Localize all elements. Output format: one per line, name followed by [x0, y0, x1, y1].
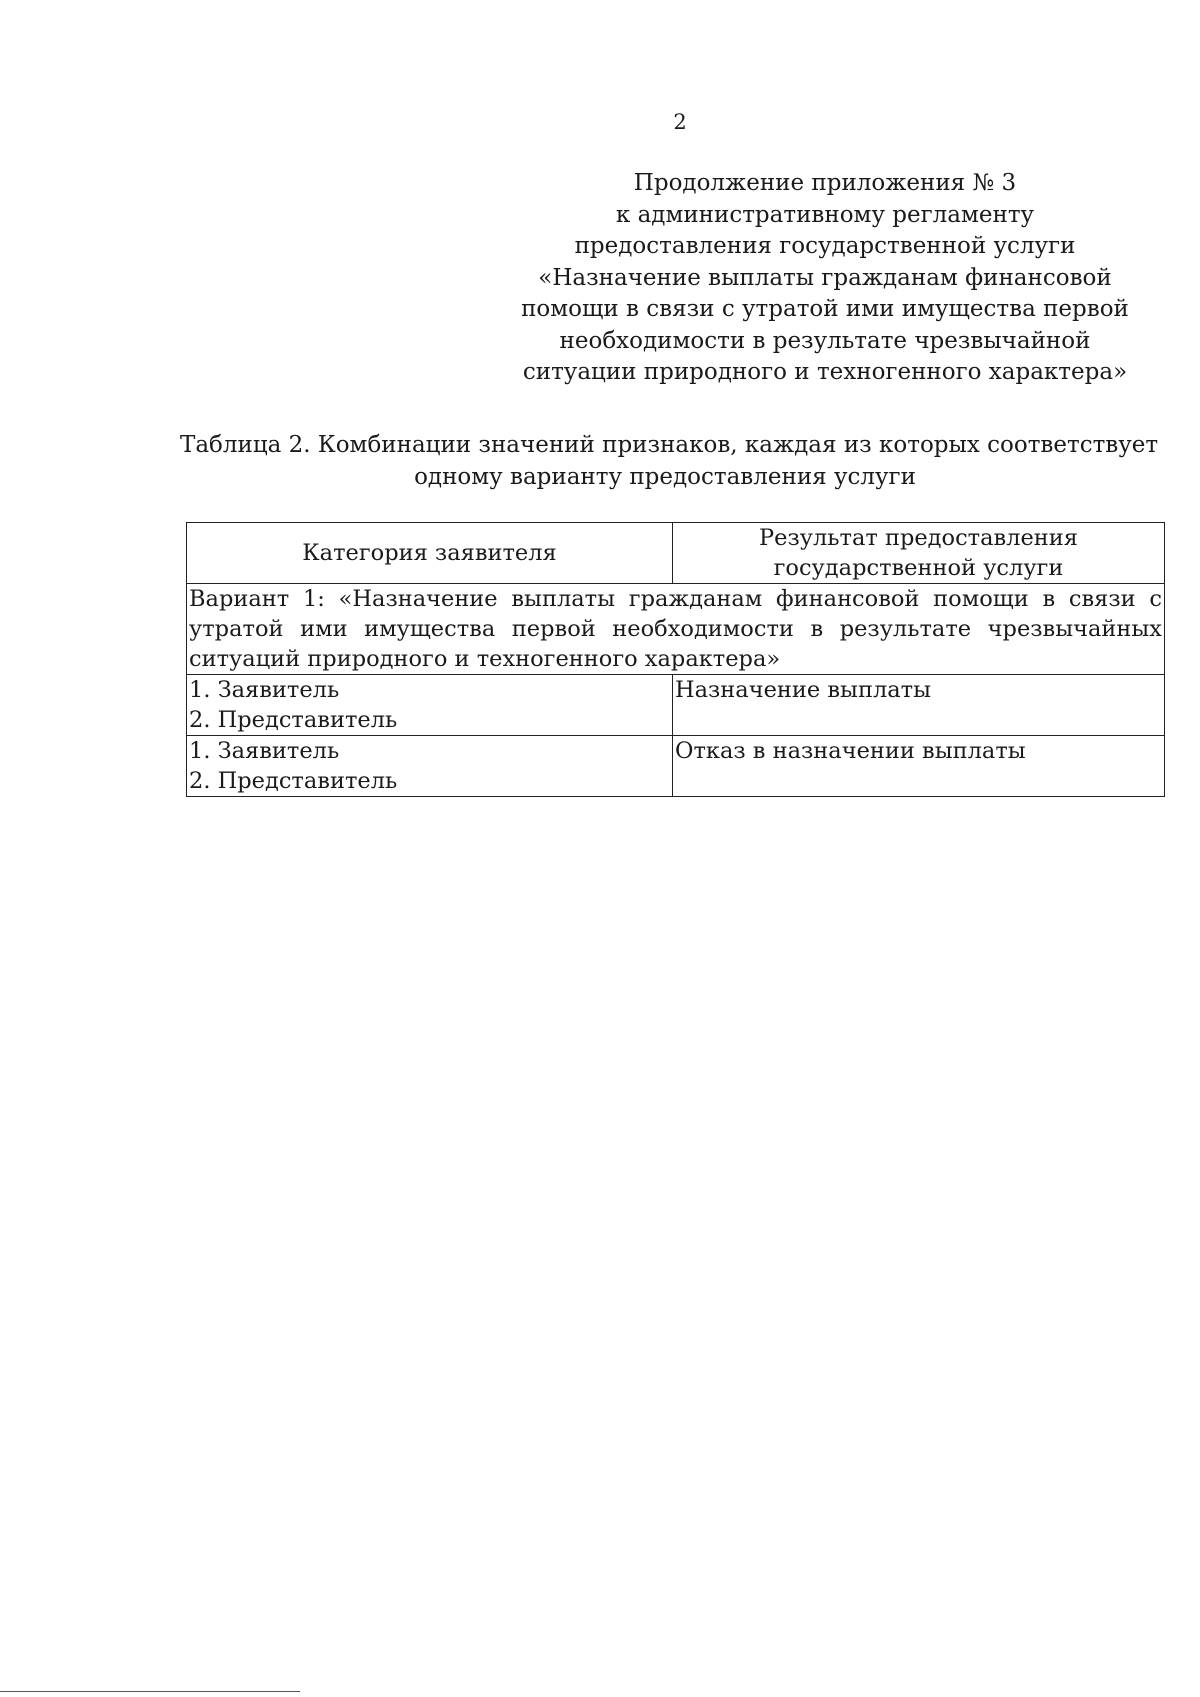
header-applicant-category: Категория заявителя	[187, 523, 673, 584]
table-caption-line: одному варианту предоставления услуги	[414, 463, 916, 490]
appendix-header	[505, 168, 1145, 389]
applicant-category-cell	[187, 675, 673, 736]
result-cell: Назначение выплаты	[673, 675, 1165, 736]
applicant-category-cell	[187, 736, 673, 797]
category-item: 2. Представитель	[189, 768, 398, 794]
appendix-header-line: помощи в связи с утратой ими имущества первой	[521, 296, 1129, 322]
table-caption-line: Таблица 2. Комбинации значений признаков, каждая из которых соответствует	[180, 432, 1159, 458]
result-cell: Отказ в назначении выплаты	[673, 736, 1165, 797]
variant-title: Вариант 1: «Назначение выплаты гражданам финансовой помощи в связи с утратой ими имущества первой необходимости в результате чрезвычайных ситуаций природного и техногенного характера»	[187, 584, 1165, 675]
appendix-header-line: к административному регламенту	[615, 201, 1035, 228]
category-item: 1. Заявитель	[189, 677, 340, 703]
category-item: 2. Представитель	[189, 707, 398, 733]
category-item: 1. Заявитель	[189, 738, 340, 764]
appendix-header-line: ситуации природного и техногенного характера»	[522, 359, 1128, 385]
table-row	[187, 675, 1165, 736]
page-number: 2	[673, 110, 687, 134]
appendix-header-line: «Назначение выплаты гражданам финансовой	[538, 264, 1112, 291]
table-caption	[180, 430, 1159, 493]
appendix-header-line: предоставления государственной услуги	[574, 233, 1076, 259]
variant-row	[187, 584, 1165, 675]
table-header-row	[187, 523, 1165, 584]
table-row	[187, 736, 1165, 797]
variants-table	[186, 522, 1165, 797]
bottom-rule	[0, 1691, 300, 1692]
appendix-header-line: необходимости в результате чрезвычайной	[559, 327, 1091, 354]
appendix-header-line: Продолжение приложения № 3	[633, 170, 1017, 196]
header-service-result: Результат предоставления государственной услуги	[673, 523, 1165, 584]
